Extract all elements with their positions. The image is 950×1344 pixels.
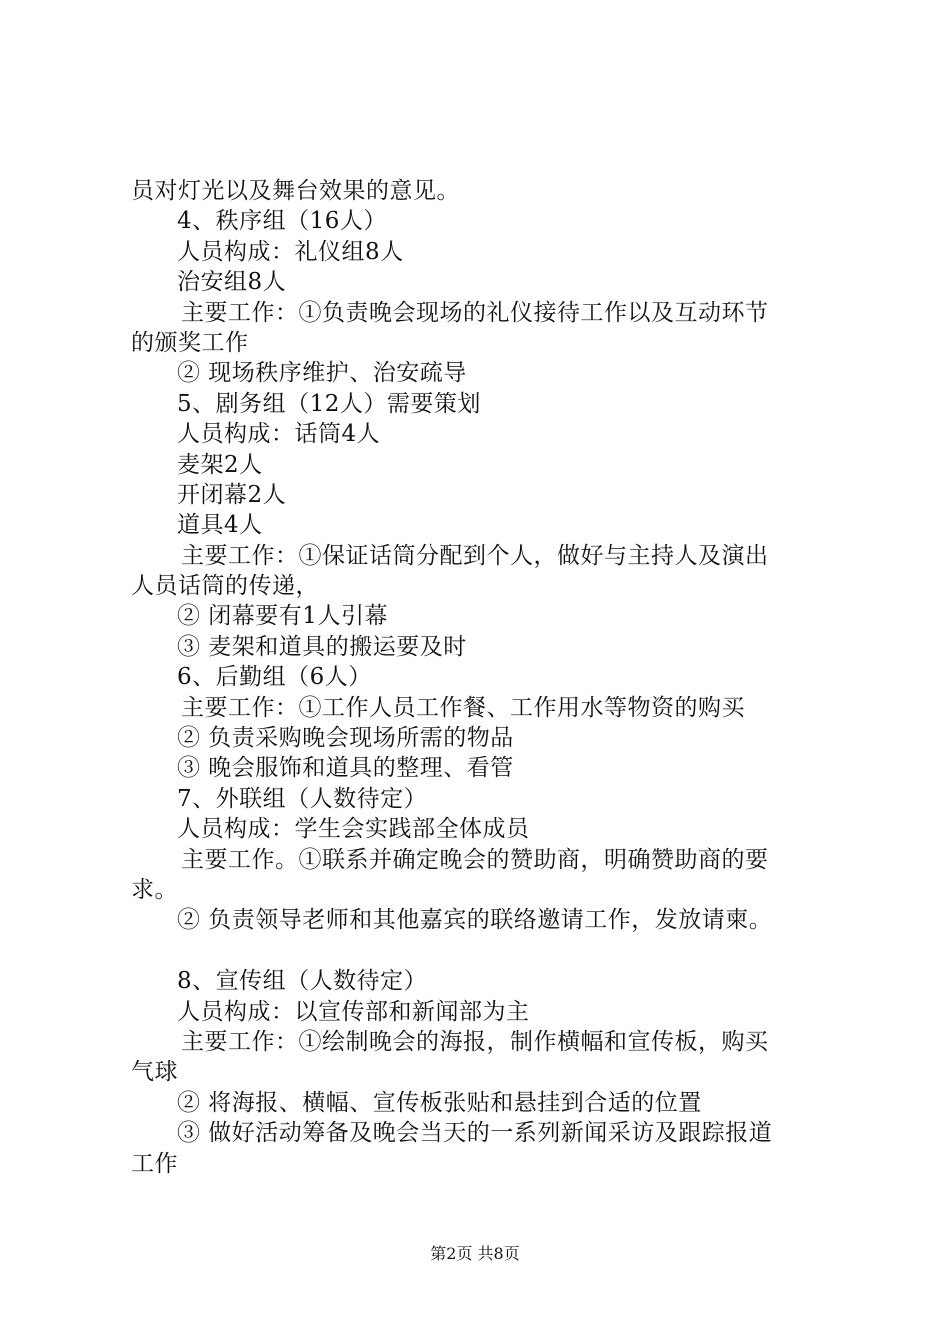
text-line: ② 现场秩序维护、治安疏导 (177, 360, 467, 387)
text-line: 治安组8人 (177, 269, 287, 296)
text-line: ② 负责采购晚会现场所需的物品 (177, 725, 514, 752)
text-line: 主要工作：①工作人员工作餐、工作用水等物资的购买 (181, 694, 745, 721)
text-line: 主要工作：①负责晚会现场的礼仪接待工作以及互动环节 (181, 299, 769, 326)
page-number-footer: 第2页 共8页 (430, 1244, 520, 1263)
blank-line (131, 936, 831, 966)
text-line: 工作 (131, 1150, 178, 1177)
text-line: ② 闭幕要有1人引幕 (177, 603, 388, 630)
text-line: 人员构成：礼仪组8人 (177, 238, 404, 265)
text-line: ③ 麦架和道具的搬运要及时 (177, 633, 467, 660)
text-line: ③ 做好活动筹备及晚会当天的一系列新闻采访及跟踪报道 (177, 1120, 773, 1147)
text-line: 开闭幕2人 (177, 481, 287, 508)
section-heading-outreach-group: 7、外联组（人数待定） (177, 785, 428, 812)
text-line: 求。 (131, 876, 178, 903)
text-line: ② 将海报、横幅、宣传板张贴和悬挂到合适的位置 (177, 1089, 702, 1116)
text-line: 人员构成：学生会实践部全体成员 (177, 816, 530, 843)
text-line: 员对灯光以及舞台效果的意见。 (131, 178, 460, 204)
text-line: 气球 (131, 1059, 178, 1086)
text-line: ③ 晚会服饰和道具的整理、看管 (177, 755, 514, 782)
text-line: 主要工作。①联系并确定晚会的赞助商，明确赞助商的要 (181, 846, 769, 873)
text-line: 主要工作：①保证话筒分配到个人，做好与主持人及演出 (181, 542, 769, 569)
section-heading-stage-group: 5、剧务组（12人）需要策划 (177, 390, 481, 417)
section-heading-order-group: 4、秩序组（16人） (177, 208, 387, 235)
document-body (131, 176, 831, 1179)
section-heading-publicity-group: 8、宣传组（人数待定） (177, 968, 428, 995)
text-line: 人员构成：以宣传部和新闻部为主 (177, 998, 530, 1025)
section-heading-logistics-group: 6、后勤组（6人） (177, 664, 372, 691)
text-line: ② 负责领导老师和其他嘉宾的联络邀请工作，发放请柬。 (177, 907, 773, 934)
text-line: 麦架2人 (177, 451, 263, 478)
text-line: 人员构成：话筒4人 (177, 421, 381, 448)
text-line: 道具4人 (177, 512, 263, 539)
text-line: 的颁奖工作 (131, 329, 249, 356)
text-line: 人员话筒的传递， (131, 573, 319, 600)
text-line: 主要工作：①绘制晚会的海报，制作横幅和宣传板，购买 (181, 1028, 769, 1055)
